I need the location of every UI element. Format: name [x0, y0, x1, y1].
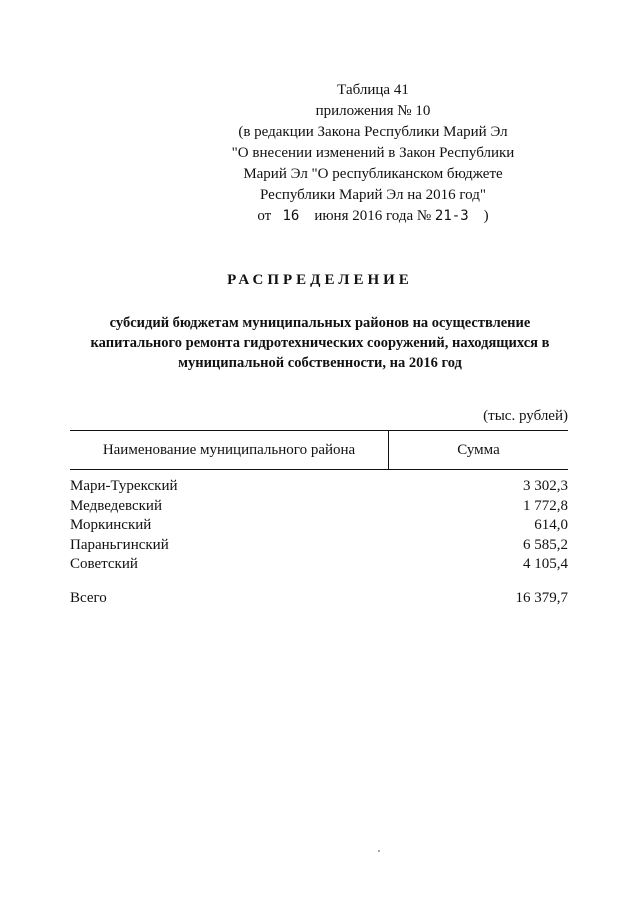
- edition-note-line-2: "О внесении изменений в Закон Республики: [231, 145, 515, 161]
- units-label: (тыс. рублей): [483, 408, 568, 424]
- law-number: 21-З: [434, 208, 469, 224]
- total-sum: 16 379,7: [515, 589, 568, 606]
- date-suffix: ): [483, 208, 489, 224]
- table-row: [70, 516, 568, 536]
- appendix-number: приложения № 10: [315, 103, 431, 119]
- table-body: [70, 477, 568, 608]
- column-header-sum: Сумма: [457, 441, 500, 458]
- table-row: [70, 477, 568, 497]
- document-subtitle: субсидий бюджетам муниципальных районов на осуществление капитального ремонта гидротехнических сооружений, находящихся в муниципальной собственности, на 2016 год: [90, 315, 550, 371]
- district-sum: 3 302,3: [523, 478, 568, 494]
- appendix-header: [200, 80, 546, 227]
- date-prefix: от: [257, 208, 272, 224]
- scan-speck: [378, 850, 380, 852]
- district-name: Параньгинский: [70, 536, 169, 553]
- edition-note-line-1: (в редакции Закона Республики Марий Эл: [238, 124, 508, 140]
- edition-note-line-4: Республики Марий Эл на 2016 год": [259, 187, 487, 203]
- edition-note-line-3: Марий Эл "О республиканском бюджете: [243, 166, 503, 182]
- district-sum: 614,0: [534, 517, 568, 533]
- date-day: 16: [282, 208, 300, 224]
- column-header-district: Наименование муниципального района: [70, 431, 389, 469]
- district-name: Мари-Турекский: [70, 478, 178, 494]
- total-label: Всего: [70, 589, 107, 606]
- district-sum: 4 105,4: [523, 556, 568, 572]
- table-header: [70, 430, 568, 470]
- district-name: Медведевский: [70, 497, 162, 514]
- date-middle: июня 2016 года №: [314, 208, 432, 224]
- district-name: Моркинский: [70, 517, 152, 533]
- table-row: [70, 536, 568, 556]
- distribution-table: [70, 430, 568, 608]
- table-number: Таблица 41: [337, 82, 409, 98]
- total-row: [70, 589, 568, 609]
- table-row: [70, 555, 568, 575]
- district-sum: 6 585,2: [523, 536, 568, 553]
- table-row: [70, 497, 568, 517]
- district-name: Советский: [70, 556, 138, 572]
- document-title: РАСПРЕДЕЛЕНИЕ: [227, 272, 413, 288]
- district-sum: 1 772,8: [523, 497, 568, 514]
- law-date-line: [200, 206, 546, 227]
